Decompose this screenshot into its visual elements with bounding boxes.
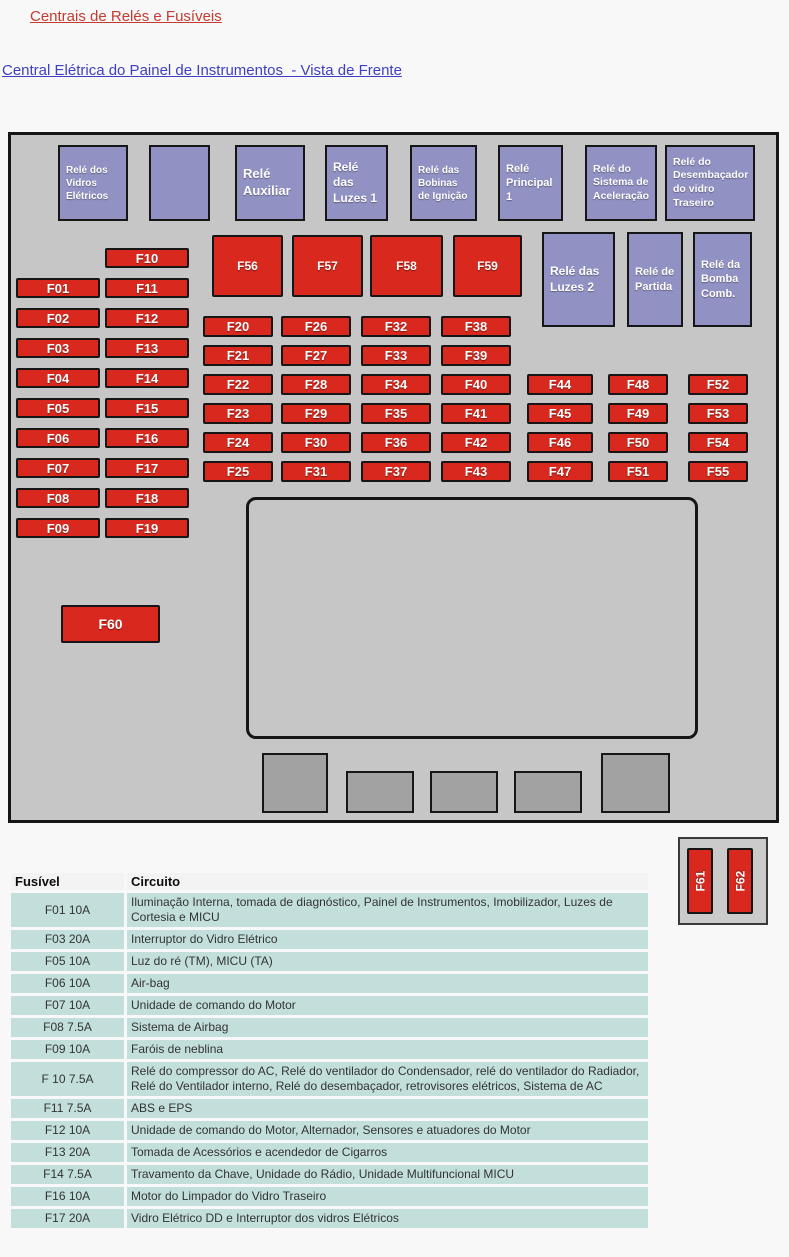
circuit-cell: Unidade de comando do Motor	[127, 996, 648, 1015]
fuse-cell: F13 20A	[11, 1143, 124, 1162]
connector-block-2	[346, 771, 414, 813]
fuse-table	[8, 870, 651, 1231]
fuse-f40	[441, 374, 511, 395]
fuse-f21-label: F21	[226, 348, 250, 363]
fuse-f56	[212, 235, 283, 297]
fuse-f38	[441, 316, 511, 337]
fuse-f31	[281, 461, 351, 482]
fuse-f27-label: F27	[304, 348, 328, 363]
fuse-f50-label: F50	[626, 435, 650, 450]
fuse-cell: F07 10A	[11, 996, 124, 1015]
connector-block-3	[430, 771, 498, 813]
relay-rele-do-sistema-de-aceleracao-label: Relé do Sistema de Aceleração	[593, 162, 650, 202]
fuse-cell: F06 10A	[11, 974, 124, 993]
fuse-f26-label: F26	[304, 319, 328, 334]
relay-rele-auxiliar	[235, 145, 305, 221]
fuse-f62-label: F62	[733, 870, 747, 892]
fuse-f17	[105, 458, 189, 478]
fuse-f25	[203, 461, 273, 482]
fuse-f42-label: F42	[464, 435, 488, 450]
fuse-f01	[16, 278, 100, 298]
fuse-f06	[16, 428, 100, 448]
fuse-f36	[361, 432, 431, 453]
fuse-f45-label: F45	[548, 406, 572, 421]
fuse-f21	[203, 345, 273, 366]
fuse-f33-label: F33	[384, 348, 408, 363]
circuit-cell: Unidade de comando do Motor, Alternador, Sensores e atuadores do Motor	[127, 1121, 648, 1140]
fuse-f28	[281, 374, 351, 395]
fuse-table-row-f12-10a	[11, 1121, 648, 1140]
fuse-f47	[527, 461, 593, 482]
fuse-f22-label: F22	[226, 377, 250, 392]
f61-f62-inset-box	[678, 837, 768, 925]
fuse-f44	[527, 374, 593, 395]
fuse-f45	[527, 403, 593, 424]
fuse-table-header-circuito: Circuito	[127, 873, 648, 890]
circuit-cell: Tomada de Acessórios e acendedor de Cigarros	[127, 1143, 648, 1162]
fuse-cell: F03 20A	[11, 930, 124, 949]
relay-rele-das-luzes-1-label: Relé das Luzes 1	[333, 159, 378, 205]
fuse-table-row-f11-7-5a	[11, 1099, 648, 1118]
fuse-f15	[105, 398, 189, 418]
fuse-f20-label: F20	[226, 319, 250, 334]
fuse-f08	[16, 488, 100, 508]
fuse-table-row-f03-20a	[11, 930, 648, 949]
fuse-f60-label: F60	[98, 616, 123, 632]
fuse-f23	[203, 403, 273, 424]
fuse-table-row-f06-10a	[11, 974, 648, 993]
fuse-f09	[16, 518, 100, 538]
circuit-cell: Motor do Limpador do Vidro Traseiro	[127, 1187, 648, 1206]
relay-rele-principal-1	[498, 145, 563, 221]
fuse-f07	[16, 458, 100, 478]
fuse-f18	[105, 488, 189, 508]
fuse-f62	[727, 848, 753, 914]
relay-rele-do-desembacador-do-vidro-traseiro	[665, 145, 755, 221]
relay-rele-de-partida-label: Relé de Partida	[635, 266, 675, 293]
fuse-f47-label: F47	[548, 464, 572, 479]
fuse-f24	[203, 432, 273, 453]
fuse-f30	[281, 432, 351, 453]
fuse-f61-label: F61	[693, 870, 707, 892]
fuse-cell: F01 10A	[11, 893, 124, 927]
fuse-f15-label: F15	[135, 400, 159, 416]
fuse-f37	[361, 461, 431, 482]
fuse-f54	[688, 432, 748, 453]
fuse-table-row-f08-7-5a	[11, 1018, 648, 1037]
circuit-cell: Vidro Elétrico DD e Interruptor dos vidros Elétricos	[127, 1209, 648, 1228]
fuse-f34-label: F34	[384, 377, 408, 392]
circuit-cell: Interruptor do Vidro Elétrico	[127, 930, 648, 949]
fuse-f53-label: F53	[706, 406, 730, 421]
fuse-f42	[441, 432, 511, 453]
fuse-cell: F08 7.5A	[11, 1018, 124, 1037]
circuit-cell: Sistema de Airbag	[127, 1018, 648, 1037]
fuse-f31-label: F31	[304, 464, 328, 479]
fuse-f14-label: F14	[135, 370, 159, 386]
fuse-f50	[608, 432, 668, 453]
fuse-f03-label: F03	[46, 340, 70, 356]
fuse-f04-label: F04	[46, 370, 70, 386]
fuse-f13	[105, 338, 189, 358]
fuse-f60	[61, 605, 160, 643]
fuse-f40-label: F40	[464, 377, 488, 392]
fuse-f57	[292, 235, 363, 297]
fuse-f41	[441, 403, 511, 424]
fuse-f29	[281, 403, 351, 424]
fuse-f48	[608, 374, 668, 395]
fuse-f49-label: F49	[626, 406, 650, 421]
fuse-f32-label: F32	[384, 319, 408, 334]
relay-rele-auxiliar-label: Relé Auxiliar	[243, 166, 291, 198]
fuse-f07-label: F07	[46, 460, 70, 476]
fuse-f12-label: F12	[135, 310, 159, 326]
relay-rele-dos-vidros-eletricos	[58, 145, 128, 221]
fuse-f52	[688, 374, 748, 395]
relay-rele-de-partida	[627, 232, 683, 327]
fuse-f43-label: F43	[464, 464, 488, 479]
fuse-f43	[441, 461, 511, 482]
fuse-f32	[361, 316, 431, 337]
fuse-f04	[16, 368, 100, 388]
connector-block-1	[262, 753, 328, 813]
fuse-table-header-row	[11, 873, 648, 890]
fuse-f48-label: F48	[626, 377, 650, 392]
fuse-f41-label: F41	[464, 406, 488, 421]
fuse-f25-label: F25	[226, 464, 250, 479]
fuse-table-row-f01-10a	[11, 893, 648, 927]
connector-block-5	[601, 753, 670, 813]
fuse-f30-label: F30	[304, 435, 328, 450]
fuse-f33	[361, 345, 431, 366]
fuse-table-row-f13-20a	[11, 1143, 648, 1162]
link-centrais-de-reles-e-fusiveis[interactable]: Centrais de Relés e Fusíveis	[30, 8, 222, 25]
fuse-f20	[203, 316, 273, 337]
fuse-f23-label: F23	[226, 406, 250, 421]
fuse-cell: F16 10A	[11, 1187, 124, 1206]
fuse-f13-label: F13	[135, 340, 159, 356]
fuse-f17-label: F17	[135, 460, 159, 476]
relay-rele-das-bobinas-de-ignicao	[410, 145, 477, 221]
fuse-f39	[441, 345, 511, 366]
fuse-f27	[281, 345, 351, 366]
circuit-cell: Faróis de neblina	[127, 1040, 648, 1059]
fuse-f29-label: F29	[304, 406, 328, 421]
fuse-f52-label: F52	[706, 377, 730, 392]
fuse-f51	[608, 461, 668, 482]
fuse-f11	[105, 278, 189, 298]
relay-rele-do-sistema-de-aceleracao	[585, 145, 657, 221]
fuse-f46-label: F46	[548, 435, 572, 450]
fuse-f16	[105, 428, 189, 448]
fuse-table-header-fusivel: Fusível	[11, 873, 124, 890]
circuit-cell: Luz do ré (TM), MICU (TA)	[127, 952, 648, 971]
fuse-f28-label: F28	[304, 377, 328, 392]
fuse-cell: F14 7.5A	[11, 1165, 124, 1184]
relay-blank	[149, 145, 210, 221]
circuit-cell: ABS e EPS	[127, 1099, 648, 1118]
fuse-f01-label: F01	[46, 280, 70, 296]
fuse-f59	[453, 235, 522, 297]
relay-rele-das-bobinas-de-ignicao-label: Relé das Bobinas de Ignição	[418, 164, 468, 202]
fuse-f19-label: F19	[135, 520, 159, 536]
fuse-f03	[16, 338, 100, 358]
fuse-f10	[105, 248, 189, 268]
fuse-f36-label: F36	[384, 435, 408, 450]
fuse-table-row-f17-20a	[11, 1209, 648, 1228]
empty-module-area	[246, 497, 698, 739]
fuse-f37-label: F37	[384, 464, 408, 479]
fuse-f49	[608, 403, 668, 424]
fuse-table-row-f14-7-5a	[11, 1165, 648, 1184]
fuse-f44-label: F44	[548, 377, 572, 392]
fuse-f58	[370, 235, 443, 297]
fuse-f54-label: F54	[706, 435, 730, 450]
relay-rele-da-bomba-comb	[693, 232, 752, 327]
fuse-f12	[105, 308, 189, 328]
fuse-f56-label: F56	[237, 259, 258, 273]
fuse-f55	[688, 461, 748, 482]
fuse-cell: F09 10A	[11, 1040, 124, 1059]
fuse-f39-label: F39	[464, 348, 488, 363]
fuse-f57-label: F57	[317, 259, 338, 273]
fuse-cell: F17 20A	[11, 1209, 124, 1228]
fuse-cell: F05 10A	[11, 952, 124, 971]
connector-block-4	[514, 771, 582, 813]
relay-rele-das-luzes-2-label: Relé das Luzes 2	[550, 263, 600, 294]
fuse-table-row-f07-10a	[11, 996, 648, 1015]
circuit-cell: Iluminação Interna, tomada de diagnóstico, Painel de Instrumentos, Imobilizador, Luzes de Cortesia e MICU	[127, 893, 648, 927]
relay-rele-das-luzes-2	[542, 232, 615, 327]
fuse-f02-label: F02	[46, 310, 70, 326]
fuse-f08-label: F08	[46, 490, 70, 506]
fuse-table-row-f16-10a	[11, 1187, 648, 1206]
fuse-f35-label: F35	[384, 406, 408, 421]
fuse-box-panel	[8, 132, 779, 823]
relay-rele-principal-1-label: Relé Principal 1	[506, 162, 553, 204]
fuse-f10-label: F10	[135, 250, 159, 266]
fuse-f55-label: F55	[706, 464, 730, 479]
fuse-f59-label: F59	[477, 259, 498, 273]
fuse-table-row-f-10-7-5a	[11, 1062, 648, 1096]
relay-rele-do-desembacador-do-vidro-traseiro-label: Relé do Desembaçador do vidro Traseiro	[673, 155, 749, 209]
fuse-f53	[688, 403, 748, 424]
fuse-f18-label: F18	[135, 490, 159, 506]
circuit-cell: Relé do compressor do AC, Relé do ventilador do Condensador, relé do ventilador do Radiador, Relé do Ventilador interno, Relé do desembaçador, retrovisores elétricos, Sistema de AC	[127, 1062, 648, 1096]
circuit-cell: Air-bag	[127, 974, 648, 993]
fuse-table-row-f09-10a	[11, 1040, 648, 1059]
fuse-cell: F12 10A	[11, 1121, 124, 1140]
fuse-f05	[16, 398, 100, 418]
fuse-cell: F11 7.5A	[11, 1099, 124, 1118]
fuse-f51-label: F51	[626, 464, 650, 479]
fuse-f61	[687, 848, 713, 914]
fuse-f14	[105, 368, 189, 388]
fuse-f09-label: F09	[46, 520, 70, 536]
fuse-f46	[527, 432, 593, 453]
fuse-table-row-f05-10a	[11, 952, 648, 971]
fuse-f22	[203, 374, 273, 395]
fuse-f11-label: F11	[136, 280, 158, 296]
relay-rele-das-luzes-1	[325, 145, 388, 221]
fuse-f24-label: F24	[226, 435, 250, 450]
relay-rele-dos-vidros-eletricos-label: Relé dos Vidros Elétricos	[66, 164, 109, 202]
fuse-f06-label: F06	[46, 430, 70, 446]
fuse-f02	[16, 308, 100, 328]
fuse-f05-label: F05	[46, 400, 70, 416]
fuse-f38-label: F38	[464, 319, 488, 334]
fuse-f58-label: F58	[396, 259, 417, 273]
fuse-f19	[105, 518, 189, 538]
fuse-f26	[281, 316, 351, 337]
circuit-cell: Travamento da Chave, Unidade do Rádio, Unidade Multifuncional MICU	[127, 1165, 648, 1184]
link-central-eletrica-painel-instrumentos[interactable]: Central Elétrica do Painel de Instrumentos - Vista de Frente	[2, 62, 402, 79]
fuse-f35	[361, 403, 431, 424]
relay-rele-da-bomba-comb-label: Relé da Bomba Comb.	[701, 259, 741, 300]
fuse-f34	[361, 374, 431, 395]
fuse-cell: F 10 7.5A	[11, 1062, 124, 1096]
fuse-f16-label: F16	[135, 430, 159, 446]
